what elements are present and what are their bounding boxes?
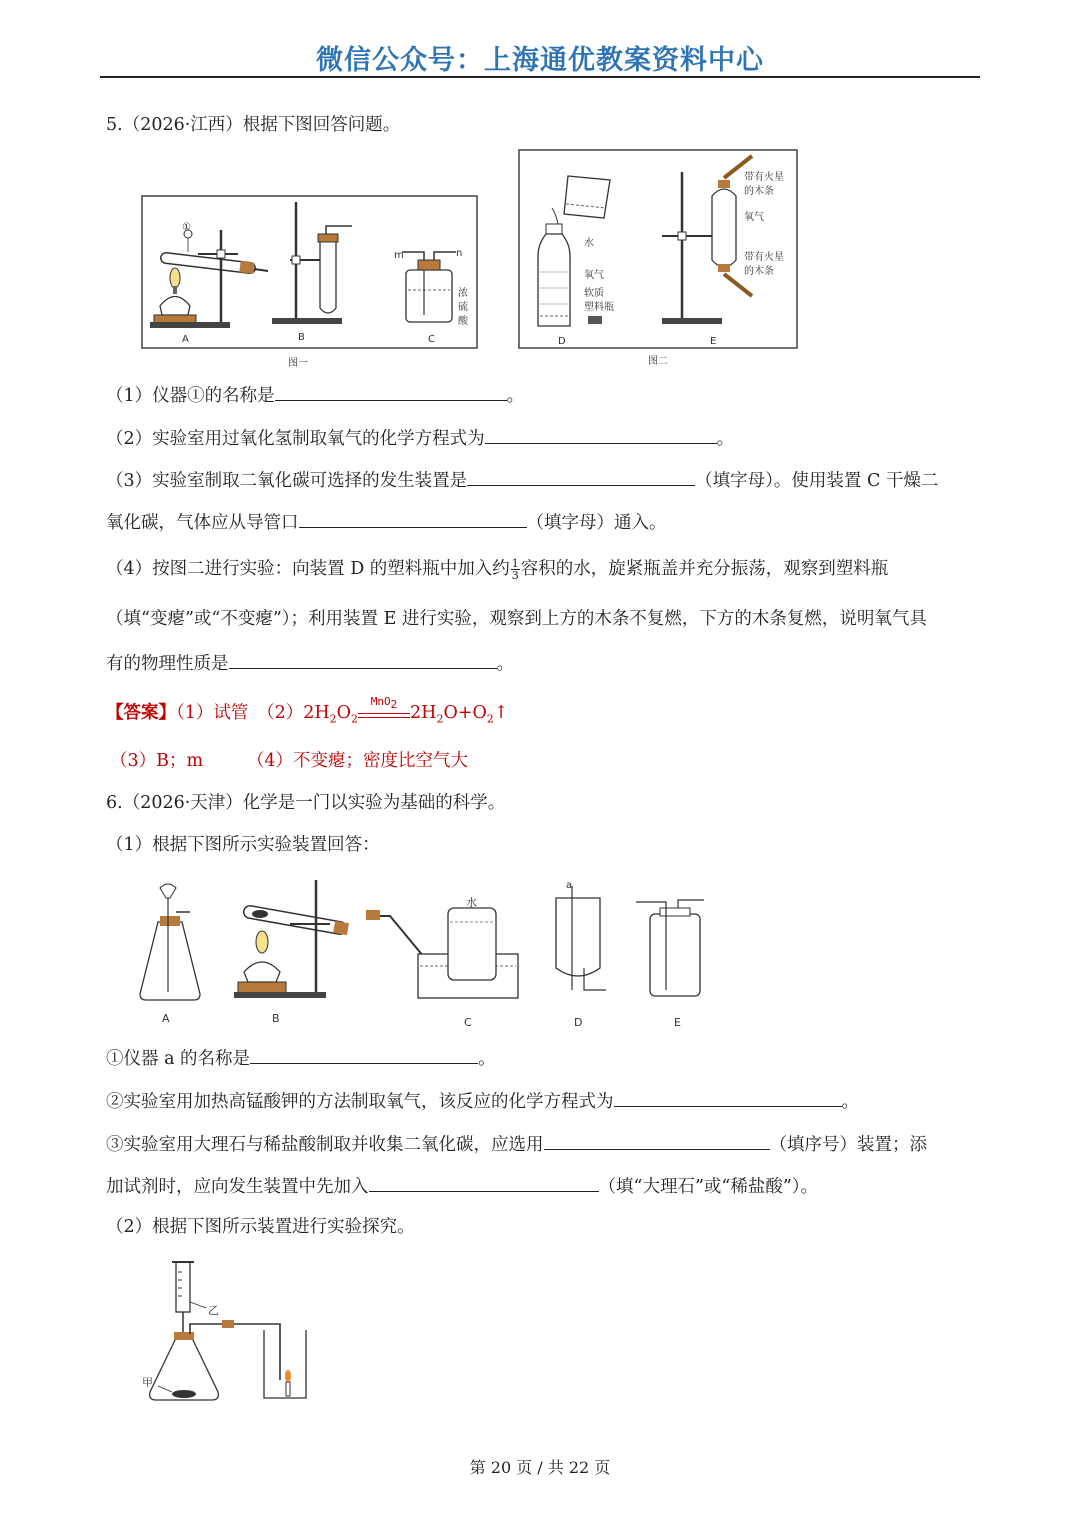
- fig2-oxygen-e: 氧气: [744, 212, 764, 223]
- q6-fig-label-a: A: [162, 1012, 170, 1025]
- q5-stem: 5.（2026·江西）根据下图回答问题。: [106, 115, 401, 135]
- q6-fig2-label-jia: 甲: [142, 1376, 153, 1389]
- fig1-acid-1: 浓: [458, 288, 468, 299]
- q5-figure-1: [140, 190, 480, 375]
- q6-fig-label-b: B: [272, 1012, 280, 1025]
- fig1-label-b: B: [298, 332, 305, 343]
- q6-fig2-label-yi: 乙: [208, 1304, 219, 1317]
- q5-part-2: （2）实验室用过氧化氢制取氧气的化学方程式为 。: [106, 426, 734, 450]
- q6-stem: 6.（2026·天津）化学是一门以实验为基础的科学。: [106, 793, 506, 813]
- q6-fig-label-c: C: [464, 1016, 472, 1029]
- fraction: $\frac{1}{3}$: [511, 557, 519, 582]
- q6-fig-label-d: D: [574, 1016, 583, 1029]
- answer-blank[interactable]: [614, 1089, 842, 1107]
- fig1-tube-m: m: [394, 250, 404, 261]
- q6-figure-2: [136, 1256, 336, 1416]
- fig1-label-a: A: [182, 334, 189, 345]
- fig2-stick-bottom-2: 的木条: [744, 266, 774, 277]
- answer-blank[interactable]: [369, 1174, 599, 1192]
- fig1-tube-n: n: [456, 248, 463, 259]
- q6-part-1: （1）根据下图所示实验装置回答：: [106, 835, 380, 855]
- q5-part-4c: 有的物理性质是 。: [106, 651, 514, 675]
- answer-blank[interactable]: [229, 651, 497, 669]
- q6-fig-marker-a: a: [566, 880, 573, 891]
- fig1-marker-1: ①: [182, 222, 191, 233]
- q6-figure-1: [130, 872, 730, 1032]
- q6-sub-3: ③实验室用大理石与稀盐酸制取并收集二氧化碳，应选用 （填序号）装置；添: [106, 1132, 927, 1156]
- fig1-label-c: C: [428, 334, 435, 345]
- answer-blank[interactable]: [250, 1046, 478, 1064]
- q6-sub-1: ①仪器 a 的名称是 。: [106, 1046, 496, 1070]
- fig2-stick-bottom-1: 带有火星: [744, 252, 784, 263]
- fig1-caption: 图一: [288, 358, 308, 369]
- answer-blank[interactable]: [275, 383, 507, 401]
- q5-part-4b: （填“变瘪”或“不变瘪”）；利用装置 E 进行实验，观察到上方的木条不复燃，下方的木条复燃，说明氧气具: [106, 609, 927, 629]
- q6-fig-label-e: E: [674, 1016, 681, 1029]
- q5-part-1: （1）仪器①的名称是 。: [106, 383, 524, 407]
- fig2-label-e: E: [710, 336, 717, 347]
- fig2-caption: 图二: [648, 356, 668, 367]
- catalyst-condition: MnO$_2$: [358, 704, 410, 718]
- q5-answer-1: 【答案】（1）试管 $(2)2H_2O_2$ MnO$_2$ $2H_2O+O_2↑$: [106, 695, 509, 726]
- fig2-label-d: D: [558, 336, 566, 347]
- answer-blank[interactable]: [485, 426, 717, 444]
- header-title: 微信公众号：上海通优教案资料中心: [316, 45, 764, 76]
- fig2-soft-bottle-2: 塑料瓶: [584, 302, 614, 313]
- fig2-stick-top-1: 带有火星: [744, 172, 784, 183]
- q6-sub-2: ②实验室用加热高锰酸钾的方法制取氧气，该反应的化学方程式为 。: [106, 1089, 859, 1113]
- q6-part-2: （2）根据下图所示装置进行实验探究。: [106, 1217, 415, 1237]
- answer-blank[interactable]: [467, 468, 695, 486]
- fig2-stick-top-2: 的木条: [744, 186, 774, 197]
- answer-blank[interactable]: [299, 510, 527, 528]
- page-footer: 第 20 页 / 共 22 页: [469, 1458, 611, 1477]
- q6-sub-3b: 加试剂时，应向发生装置中先加入 （填“大理石”或“稀盐酸”）。: [106, 1174, 818, 1198]
- q5-answer-2: （3）B；m （4）不变瘪；密度比空气大: [110, 751, 468, 771]
- fig2-soft-bottle-1: 软质: [584, 288, 604, 299]
- q5-part-4: （4）按图二进行实验：向装置 D 的塑料瓶中加入约 $\frac{1}{3}$ 容积的水，旋紧瓶盖并充分振荡，观察到塑料瓶: [106, 557, 889, 582]
- q5-part-3: （3）实验室制取二氧化碳可选择的发生装置是 （填字母）。使用装置 C 干燥二: [106, 468, 938, 492]
- fig1-acid-2: 硫: [458, 302, 468, 313]
- q5-figure-2: [516, 148, 802, 370]
- fig2-water: 水: [584, 238, 594, 249]
- fig1-acid-3: 酸: [458, 316, 468, 327]
- answer-blank[interactable]: [544, 1132, 770, 1150]
- fig2-oxygen-d: 氧气: [584, 270, 604, 281]
- q6-fig-water: 水: [466, 896, 477, 909]
- header-rule: [100, 76, 980, 78]
- q5-part-3b: 氧化碳，气体应从导管口 （填字母）通入。: [106, 510, 667, 534]
